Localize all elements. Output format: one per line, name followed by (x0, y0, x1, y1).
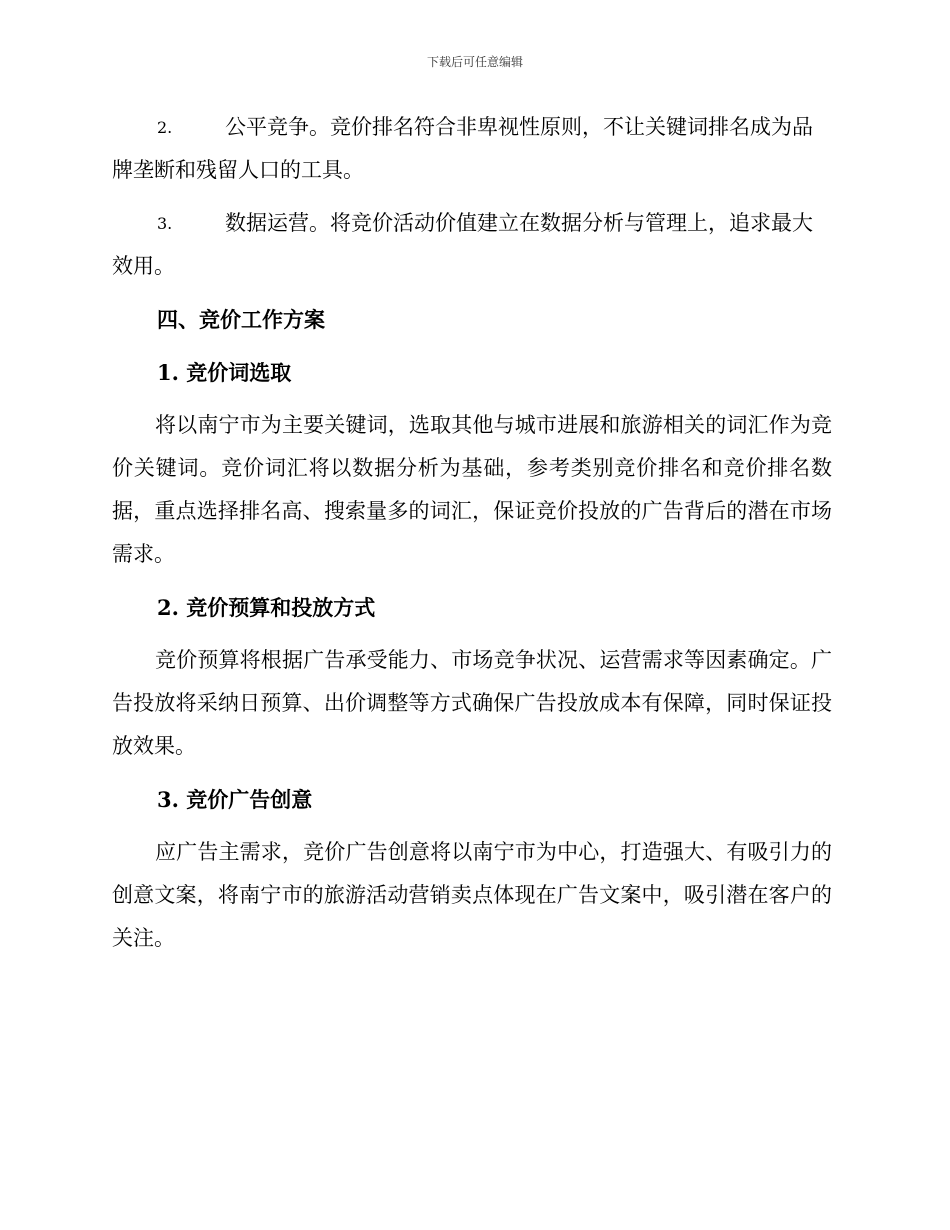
item-text: 数据运营。将竞价活动价值建立在数据分析与管理上，追求最大效用。 (112, 211, 813, 278)
paragraph-3: 应广告主需求，竞价广告创意将以南宁市为中心，打造强大、有吸引力的创意文案，将南宁市的旅游活动营销卖点体现在广告文案中，吸引潜在客户的关注。 (112, 840, 832, 950)
numbered-item-3 (112, 202, 832, 288)
item-number: 3. (157, 214, 173, 233)
subsection-heading-3: 3. 竞价广告创意 (157, 787, 313, 812)
subsection-heading-2: 2. 竞价预算和投放方式 (157, 595, 376, 620)
subsection-heading-1: 1. 竞价词选取 (157, 360, 292, 385)
item-number: 2. (157, 118, 173, 137)
page-header: 下载后可任意编辑 (426, 55, 523, 69)
section-heading: 四、竞价工作方案 (157, 307, 325, 332)
paragraph-1: 将以南宁市为主要关键词，选取其他与城市进展和旅游相关的词汇作为竞价关键词。竞价词汇将以数据分析为基础，参考类别竞价排名和竞价排名数据，重点选择排名高、搜索量多的词汇，保证竞价投放的广告背后的潜在市场需求。 (112, 413, 832, 566)
item-text: 公平竞争。竞价排名符合非卑视性原则，不让关键词排名成为品牌垄断和残留人口的工具。 (112, 115, 813, 182)
paragraph-2: 竞价预算将根据广告承受能力、市场竞争状况、运营需求等因素确定。广告投放将采纳日预算、出价调整等方式确保广告投放成本有保障，同时保证投放效果。 (112, 648, 832, 758)
numbered-item-2 (112, 106, 832, 192)
document-body (112, 106, 832, 970)
